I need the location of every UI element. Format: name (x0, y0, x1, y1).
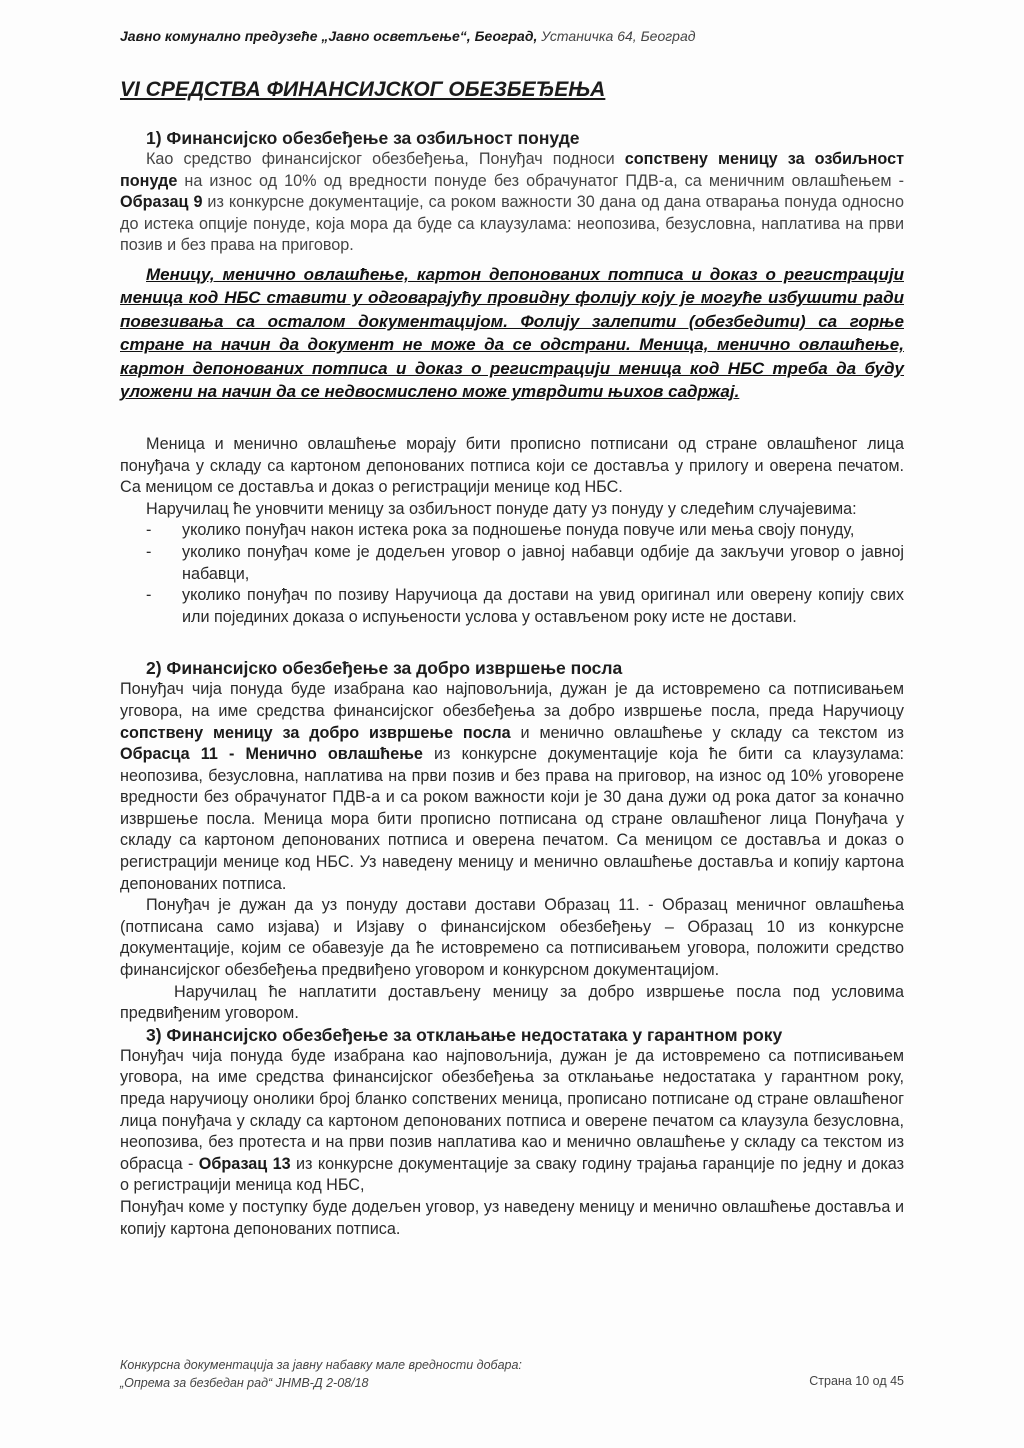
list-item: - уколико понуђач коме је додељен уговор о јавној набавци одбије да закључи уговор о јавној набавци, (146, 542, 904, 585)
paragraph-signatures: Меница и менично овлашћење морају бити прописно потписани од стране овлашћеног лица понуђача у складу са картоном депонованих потписа који се доставља у прилогу и оверена печатом. Са меницом се доставља и доказ о регистрацији менице код НБС. (120, 434, 904, 497)
emphasis-instructions: Меницу, менично овлашћење, картон депонованих потписа и доказ о регистрацији меница код НБС ставити у одговарајућу провидну фолију коју је могуће избушити ради повезивања са осталом документацијом. Фолију залепити (обезбедити) са горње стране на начин да документ не може да се одстрани. Меница, менично овлашћење, картон депонованих потписа и доказ о регистрацији меница код НБС треба да буду уложени на начин да се недвосмислено може утврдити њихов садржај. (120, 264, 904, 402)
section-title: VI СРЕДСТВА ФИНАНСИЈСКОГ ОБЕЗБЕЂЕЊА (120, 78, 606, 101)
document-footer (120, 1356, 904, 1392)
header-company: Јавно комунално предузеће „Јавно осветљење“, Београд, (120, 28, 538, 44)
conditions-list (120, 520, 904, 628)
footer-line-1: Конкурсна документација за јавну набавку мале вредности добара: (120, 1358, 522, 1372)
heading-performance-security: 2) Финансијско обезбеђење за добро извршење посла (146, 658, 623, 679)
paragraph-cash-conditions: Наручилац ће уновчити меницу за озбиљност понуде дату уз понуду у следећим случајевима: (146, 499, 857, 518)
heading-bid-security: 1) Финансијско обезбеђење за озбиљност понуде (146, 128, 580, 148)
paragraph-form-11: Понуђач је дужан да уз понуду достави достави Образац 11. - Образац меничног овлашћења (потписана само изјава) и Изјаву о финансијском обезбеђењу – Образац 10 из конкурсне документације, којим се обавезује да ће истовремено са потписивањем уговора, положити средство финансијског обезбеђења предвиђено уговором и конкурсном документацијом. (120, 896, 904, 980)
list-item: - уколико понуђач по позиву Наручиоца да достави на увид оригинал или оверену копију свих или појединих доказа о испуњености услова у остављеном року исте не достави. (146, 585, 904, 628)
document-header (120, 28, 695, 44)
paragraph-performance-security: Понуђач чија понуда буде изабрана као најповољнија, дужан је да истовремено са потписивањем уговора, на име средства финансијског обезбеђења за добро извршење посла, преда Наручиоцу сопствену меницу за добро извршење посла и менично овлашћење у складу са текстом из Обрасца 11 - Менично овлашћење из конкурсне документације која ће бити са клаузулама: неопозива, безусловна, наплатива на први позив и без права на приговор, на износ од 10% уговорене вредности без обрачунатог ПДВ-а и са роком важности који је 30 дана дужи од рока датог за коначно извршење посла. Меница мора бити прописно потписана од стране овлашћеног лица Понуђача у складу са картоном депонованих потписа и оверена печатом. Са меницом се доставља и доказ о регистрацији менице код НБС. Уз наведену меницу и менично овлашћење доставља и копију картона депонованих потписа. (120, 680, 904, 893)
header-address: Устаничка 64, Београд (537, 28, 696, 44)
list-item: - уколико понуђач након истека рока за подношење понуда повуче или мења своју понуду, (146, 520, 904, 542)
heading-warranty-security: 3) Финансијско обезбеђење за отклањање недостатака у гарантном року (146, 1024, 783, 1045)
paragraph-deposited-signatures: Понуђач коме у поступку буде додељен уговор, уз наведену меницу и менично овлашћење доставља и копију картона депонованих потписа. (120, 1197, 904, 1238)
page-body (120, 72, 904, 1240)
footer-line-2: „Опрема за безбедан рад“ ЈНМВ-Д 2-08/18 (120, 1376, 369, 1390)
page-number: Страна 10 од 45 (809, 1374, 904, 1388)
paragraph-bid-security: Као средство финансијског обезбеђења, Понуђач подноси сопствену меницу за озбиљност понуде на износ од 10% од вредности понуде без обрачунатог ПДВ-а, са меничним овлашћењем - Образац 9 из конкурсне документације, са роком важности 30 дана од дана отварања понуда односно до истека опције понуде, која мора да буде са клаузулама: неопозива, безусловна, наплатива на први позив и без права на приговор. (120, 150, 905, 255)
paragraph-collection: Наручилац ће наплатити достављену меницу за добро извршење посла под условима предвиђеним уговором. (120, 982, 904, 1023)
paragraph-warranty-security: Понуђач чија понуда буде изабрана као најповољнија, дужан је да истовремено са потписивањем уговора, на име средства финансијског обезбеђења за отклањање недостатака у гарантном року, преда наручиоцу онолики број бланко сопствених меница, прописано потписане од стране овлашћеног лица понуђача у складу са картоном депонованих потписа и оверене печатом са клаузула безусловна, неопозива, без протеста и на први позив наплатива као и менично овлашћење у складу са текстом из обрасца - Образац 13 из конкурсне документације за сваку годину трајања гаранције по једну и доказ о регистрацији меница код НБС, (120, 1046, 905, 1195)
